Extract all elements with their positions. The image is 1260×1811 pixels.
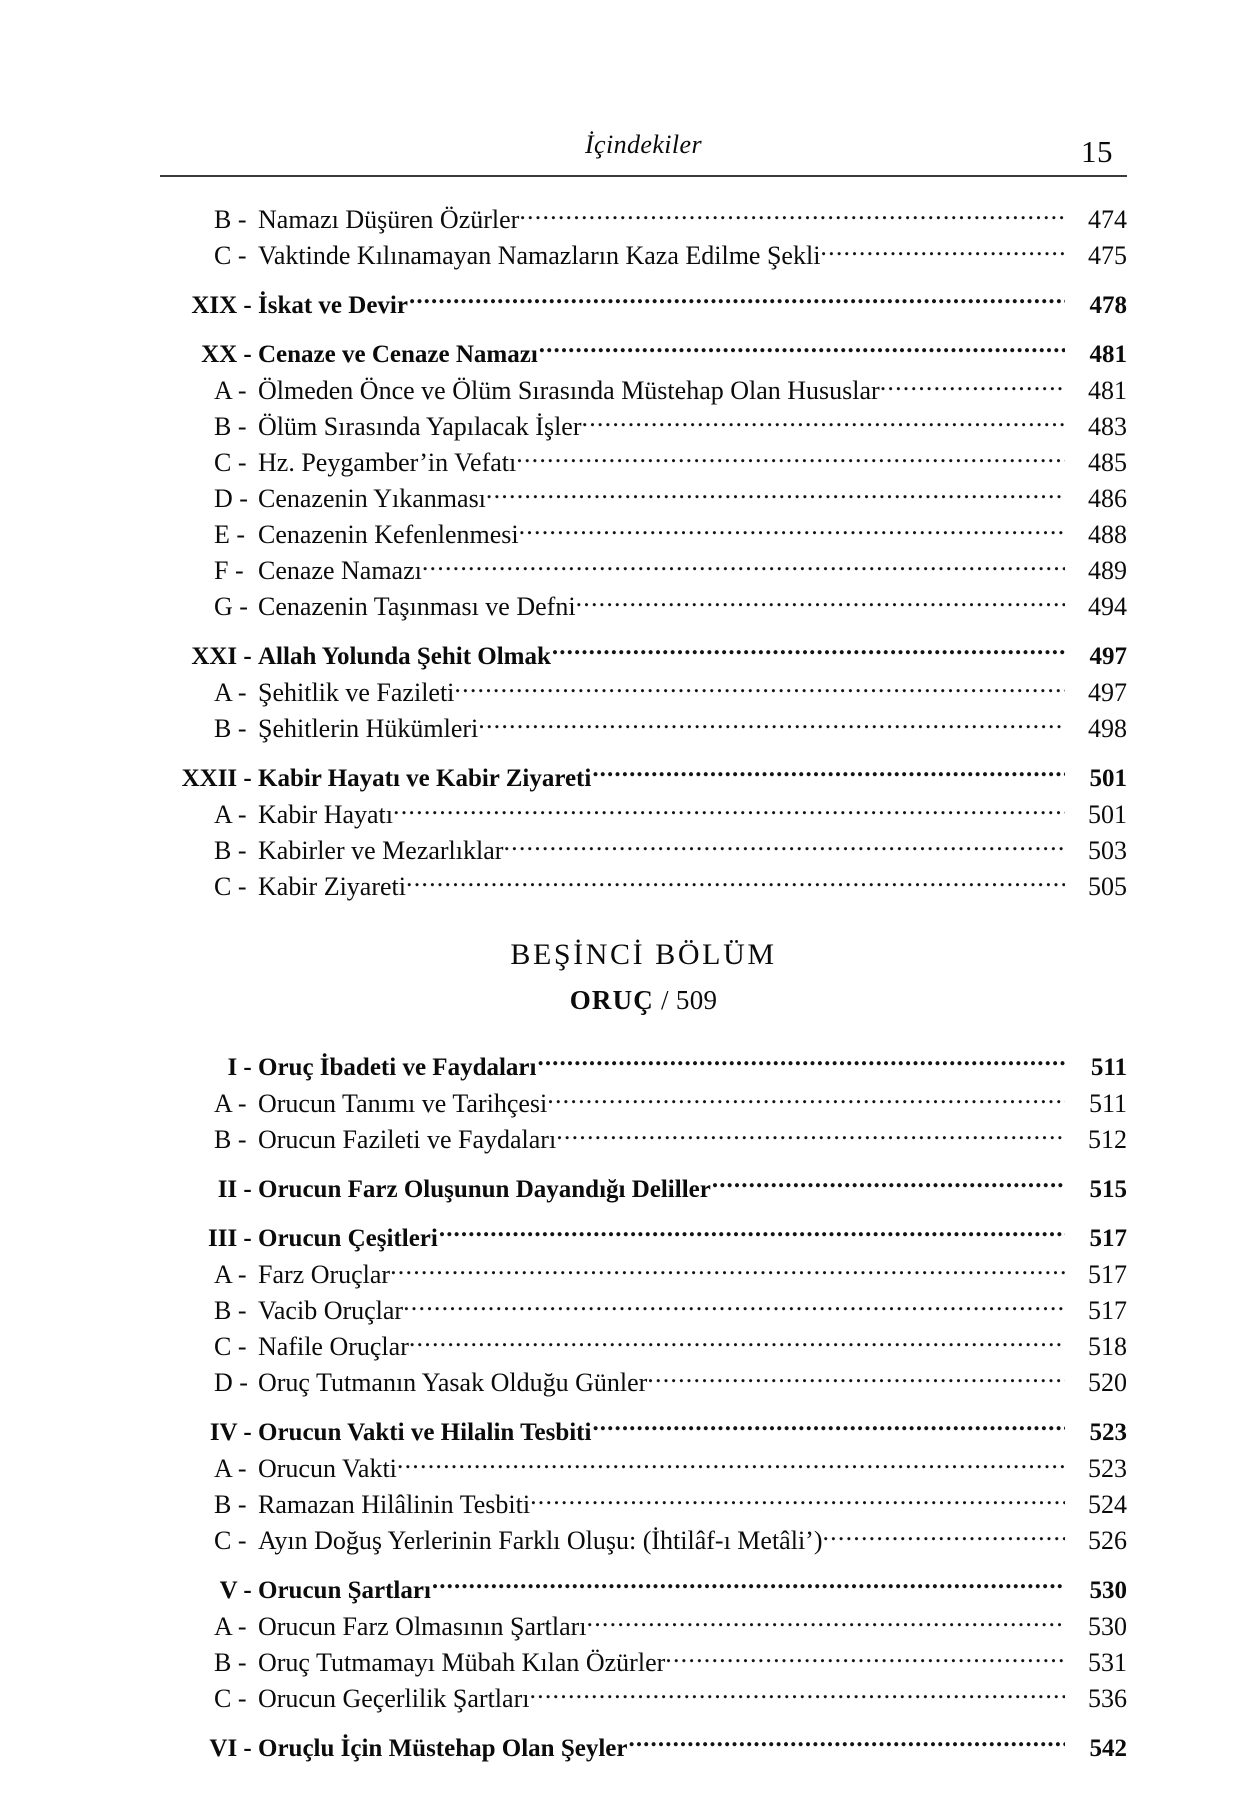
toc-entry-number: C -: [214, 1526, 253, 1555]
part-name: BEŞİNCİ BÖLÜM: [510, 938, 777, 971]
toc-entry-title: Cenaze ve Cenaze Namazı: [258, 341, 538, 368]
toc-entry-number: V -: [219, 1577, 258, 1604]
toc-entry-number: XXII -: [181, 765, 258, 792]
toc-entry[interactable]: [160, 481, 1127, 512]
toc-dot-leader: [547, 1086, 1065, 1112]
toc-entry-page: 518: [1088, 1332, 1127, 1361]
toc-entry[interactable]: [160, 337, 1127, 367]
toc-entry-title: Cenazenin Kefenlenmesi: [258, 520, 519, 549]
toc-entry[interactable]: [160, 833, 1127, 864]
running-head-title: İçindekiler: [584, 130, 702, 159]
toc-entry-number: A -: [214, 1260, 253, 1289]
toc-entry-title: Cenazenin Taşınması ve Defni: [258, 592, 576, 621]
toc-entry-title: Şehitlik ve Fazileti: [258, 678, 455, 707]
toc-dot-leader: [403, 1293, 1065, 1319]
toc-entry-title: Cenazenin Yıkanması: [258, 484, 486, 513]
toc-entry-number: XIX -: [191, 292, 258, 319]
toc-entry-number: C -: [214, 1684, 253, 1713]
table-of-contents: [160, 196, 1127, 1765]
toc-entry-number: B -: [214, 1648, 253, 1677]
toc-entry[interactable]: [160, 517, 1127, 548]
toc-entry-number: B -: [214, 205, 253, 234]
toc-entry-number: B -: [214, 1490, 253, 1519]
toc-entry[interactable]: [160, 1050, 1127, 1080]
toc-entry-title: Ölmeden Önce ve Ölüm Sırasında Müstehap Olan Hususlar: [258, 376, 880, 405]
toc-entry[interactable]: [160, 445, 1127, 476]
toc-dot-leader: [820, 238, 1065, 264]
toc-entry-number: A -: [214, 376, 253, 405]
toc-entry-page: 478: [1089, 292, 1127, 319]
toc-entry-page: 530: [1089, 1577, 1127, 1604]
toc-entry-title: Şehitlerin Hükümleri: [258, 714, 479, 743]
toc-entry[interactable]: [160, 1086, 1127, 1117]
toc-entry[interactable]: [160, 553, 1127, 584]
toc-entry-number: III -: [207, 1225, 258, 1252]
toc-dot-leader: [537, 1050, 1065, 1075]
toc-entry-page: 530: [1088, 1612, 1127, 1641]
part-start-page: 509: [675, 985, 718, 1015]
toc-entry-title: Kabir Hayatı: [258, 800, 394, 829]
toc-entry[interactable]: [160, 1731, 1127, 1761]
toc-dot-leader: [397, 1451, 1065, 1477]
toc-dot-leader: [587, 1609, 1065, 1635]
toc-dot-leader: [519, 202, 1065, 228]
toc-entry[interactable]: [160, 1221, 1127, 1251]
toc-entry[interactable]: [160, 1122, 1127, 1153]
toc-entry[interactable]: [160, 761, 1127, 791]
toc-entry-title: Oruç İbadeti ve Faydaları: [258, 1054, 537, 1081]
toc-entry[interactable]: [160, 1451, 1127, 1482]
toc-entry[interactable]: [160, 1487, 1127, 1518]
toc-entry-title: Nafile Oruçlar: [258, 1332, 409, 1361]
toc-dot-leader: [592, 761, 1065, 786]
toc-dot-leader: [406, 869, 1065, 895]
toc-entry-title: Vacib Oruçlar: [258, 1296, 404, 1325]
toc-entry-page: 523: [1089, 1419, 1127, 1446]
toc-dot-leader: [539, 337, 1065, 362]
toc-entry-page: 542: [1089, 1735, 1127, 1762]
toc-entry-title: Kabir Ziyareti: [258, 872, 406, 901]
toc-entry-number: B -: [214, 1125, 253, 1154]
toc-entry-number: A -: [214, 678, 253, 707]
toc-entry[interactable]: [160, 797, 1127, 828]
toc-entry-title: Hz. Peygamber’in Vefatı: [258, 448, 517, 477]
toc-entry-page: 503: [1088, 836, 1127, 865]
toc-dot-leader: [519, 517, 1065, 543]
toc-entry[interactable]: [160, 409, 1127, 440]
toc-entry-title: Ölüm Sırasında Yapılacak İşler: [258, 412, 582, 441]
toc-dot-leader: [712, 1172, 1065, 1197]
toc-dot-leader: [552, 639, 1065, 664]
toc-entry-number: D -: [214, 484, 255, 513]
toc-entry-number: B -: [214, 836, 253, 865]
toc-entry-title: Kabirler ve Mezarlıklar: [258, 836, 504, 865]
toc-dot-leader: [486, 481, 1065, 507]
header-rule: [160, 175, 1127, 177]
toc-entry-number: II -: [217, 1176, 258, 1203]
toc-entry-page: 485: [1088, 448, 1127, 477]
toc-entry[interactable]: [160, 1365, 1127, 1396]
toc-dot-leader: [530, 1487, 1065, 1513]
toc-dot-leader: [592, 1415, 1065, 1440]
toc-dot-leader: [454, 675, 1065, 701]
toc-dot-leader: [409, 1329, 1065, 1355]
toc-entry-number: XXI -: [191, 643, 258, 670]
toc-entry-number: B -: [214, 412, 253, 441]
toc-entry-number: XX -: [201, 341, 258, 368]
toc-entry-page: 497: [1088, 678, 1127, 707]
toc-entry-title: İskat ve Devir: [258, 292, 408, 319]
toc-entry-number: C -: [214, 448, 253, 477]
toc-entry[interactable]: [160, 711, 1127, 742]
toc-entry-page: 511: [1088, 1089, 1127, 1118]
toc-entry-title: Orucun Fazileti ve Faydaları: [258, 1125, 557, 1154]
toc-entry-number: C -: [214, 872, 253, 901]
toc-entry[interactable]: [160, 238, 1127, 269]
toc-entry-title: Oruç Tutmamayı Mübah Kılan Özürler: [258, 1648, 666, 1677]
toc-entry-title: Farz Oruçlar: [258, 1260, 391, 1289]
toc-entry-page: 481: [1088, 376, 1127, 405]
toc-entry-number: C -: [214, 241, 253, 270]
toc-entry-title: Orucun Çeşitleri: [258, 1225, 438, 1252]
toc-dot-leader: [478, 711, 1065, 737]
toc-entry[interactable]: [160, 675, 1127, 706]
part-subject-line: [160, 987, 1127, 1014]
toc-entry[interactable]: [160, 1415, 1127, 1445]
toc-entry-page: 517: [1088, 1260, 1127, 1289]
toc-dot-leader: [432, 1573, 1065, 1598]
toc-dot-leader: [439, 1221, 1065, 1246]
toc-entry-page: 497: [1089, 643, 1127, 670]
toc-entry-number: A -: [214, 1612, 253, 1641]
toc-entry-page: 474: [1088, 205, 1127, 234]
toc-dot-leader: [516, 445, 1065, 471]
toc-entry-page: 483: [1088, 412, 1127, 441]
toc-entry-title: Ayın Doğuş Yerlerinin Farklı Oluşu: (İhtilâf-ı Metâli’): [258, 1526, 823, 1555]
toc-entry-title: Namazı Düşüren Özürler: [258, 205, 520, 234]
toc-entry-title: Orucun Şartları: [258, 1577, 431, 1604]
toc-entry-page: 494: [1088, 592, 1127, 621]
toc-entry-page: 517: [1089, 1225, 1127, 1252]
toc-dot-leader: [665, 1645, 1065, 1671]
toc-entry-page: 475: [1088, 241, 1127, 270]
toc-entry[interactable]: [160, 1257, 1127, 1288]
toc-dot-leader: [422, 553, 1065, 579]
toc-dot-leader: [393, 797, 1065, 823]
page-folio-number: 15: [1081, 134, 1113, 169]
toc-entry-number: G -: [214, 592, 255, 621]
toc-entry[interactable]: [160, 1172, 1127, 1202]
toc-entry-number: B -: [214, 714, 253, 743]
toc-dot-leader: [576, 589, 1065, 615]
toc-dot-leader: [529, 1681, 1065, 1707]
toc-entry[interactable]: [160, 1645, 1127, 1676]
toc-entry-number: D -: [214, 1368, 255, 1397]
toc-entry[interactable]: [160, 1293, 1127, 1324]
toc-entry[interactable]: [160, 639, 1127, 669]
toc-entry-number: F -: [214, 556, 251, 585]
toc-entry[interactable]: [160, 288, 1127, 318]
toc-entry[interactable]: [160, 589, 1127, 620]
toc-entry-page: 520: [1088, 1368, 1127, 1397]
toc-entry-title: Orucun Geçerlilik Şartları: [258, 1684, 530, 1713]
toc-dot-leader: [409, 288, 1065, 313]
part-subject: ORUÇ: [569, 985, 654, 1015]
toc-entry[interactable]: [160, 1573, 1127, 1603]
toc-entry-number: B -: [214, 1296, 253, 1325]
toc-entry-page: 489: [1088, 556, 1127, 585]
toc-dot-leader: [390, 1257, 1065, 1283]
toc-entry-page: 501: [1088, 800, 1127, 829]
toc-entry-title: Orucun Farz Olmasının Şartları: [258, 1612, 587, 1641]
toc-entry[interactable]: [160, 869, 1127, 900]
toc-entry-page: 488: [1088, 520, 1127, 549]
toc-entry-number: C -: [214, 1332, 253, 1361]
toc-entry-title: Oruçlu İçin Müstehap Olan Şeyler: [258, 1735, 628, 1762]
toc-entry-page: 501: [1089, 765, 1127, 792]
toc-entry-page: 517: [1088, 1296, 1127, 1325]
toc-entry[interactable]: [160, 1609, 1127, 1640]
toc-entry-page: 515: [1089, 1176, 1127, 1203]
toc-entry-title: Orucun Tanımı ve Tarihçesi: [258, 1089, 548, 1118]
toc-entry[interactable]: [160, 1523, 1127, 1554]
toc-entry-number: VI -: [209, 1735, 258, 1762]
toc-dot-leader: [503, 833, 1065, 859]
toc-entry-title: Kabir Hayatı ve Kabir Ziyareti: [258, 765, 592, 792]
toc-dot-leader: [556, 1122, 1065, 1148]
toc-entry-number: E -: [214, 520, 252, 549]
toc-dot-leader: [822, 1523, 1065, 1549]
toc-entry-number: A -: [214, 1454, 253, 1483]
toc-entry-number: I -: [227, 1054, 258, 1081]
toc-dot-leader: [647, 1365, 1065, 1391]
toc-entry-title: Orucun Vakti: [258, 1454, 397, 1483]
toc-entry-page: 524: [1088, 1490, 1127, 1519]
toc-list-namaz: [160, 202, 1127, 900]
toc-entry-page: 505: [1088, 872, 1127, 901]
toc-dot-leader: [628, 1731, 1065, 1756]
toc-entry-title: Vaktinde Kılınamayan Namazların Kaza Edilme Şekli: [258, 241, 821, 270]
part-divider: [160, 940, 1127, 1014]
toc-dot-leader: [880, 373, 1065, 399]
toc-entry-page: 531: [1088, 1648, 1127, 1677]
toc-entry-number: A -: [214, 800, 253, 829]
toc-entry-page: 486: [1088, 484, 1127, 513]
toc-entry-page: 512: [1088, 1125, 1127, 1154]
toc-entry-page: 481: [1089, 341, 1127, 368]
toc-dot-leader: [582, 409, 1065, 435]
toc-entry-title: Oruç Tutmanın Yasak Olduğu Günler: [258, 1368, 648, 1397]
running-head: [160, 128, 1127, 178]
toc-entry[interactable]: [160, 202, 1127, 233]
toc-entry[interactable]: [160, 1329, 1127, 1360]
toc-entry-page: 511: [1090, 1054, 1127, 1081]
toc-entry[interactable]: [160, 1681, 1127, 1712]
toc-entry-page: 523: [1088, 1454, 1127, 1483]
toc-entry-number: IV -: [209, 1419, 258, 1446]
toc-entry-number: A -: [214, 1089, 253, 1118]
toc-entry-page: 526: [1088, 1526, 1127, 1555]
toc-list-oruc: [160, 1050, 1127, 1761]
toc-entry-title: Orucun Farz Oluşunun Dayandığı Deliller: [258, 1176, 711, 1203]
toc-entry-title: Cenaze Namazı: [258, 556, 422, 585]
toc-entry-page: 498: [1088, 714, 1127, 743]
toc-entry-page: 536: [1088, 1684, 1127, 1713]
part-separator: /: [654, 985, 676, 1015]
toc-entry-title: Allah Yolunda Şehit Olmak: [258, 643, 551, 670]
toc-entry-title: Ramazan Hilâlinin Tesbiti: [258, 1490, 531, 1519]
toc-entry[interactable]: [160, 373, 1127, 404]
toc-entry-title: Orucun Vakti ve Hilalin Tesbiti: [258, 1419, 592, 1446]
